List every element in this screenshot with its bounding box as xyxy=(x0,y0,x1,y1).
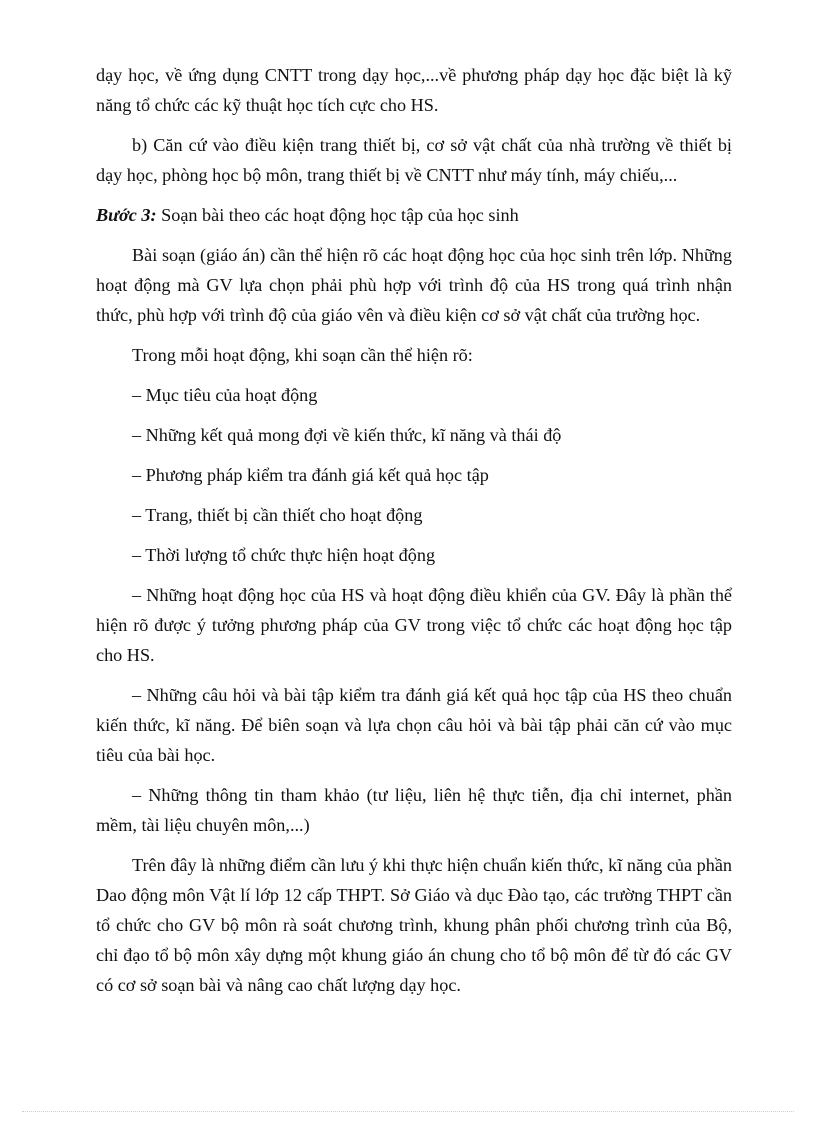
intro-continuation-paragraph: dạy học, về ứng dụng CNTT trong dạy học,...về phương pháp dạy học đặc biệt là kỹ năng tổ chức các kỹ thuật học tích cực cho HS. xyxy=(96,65,732,115)
list-item: – Những thông tin tham khảo (tư liệu, liên hệ thực tiễn, địa chỉ internet, phần mềm, tài liệu chuyên môn,...) xyxy=(96,785,732,835)
step3-heading xyxy=(96,200,732,230)
list-item: – Mục tiêu của hoạt động xyxy=(132,385,318,405)
each-activity-paragraph: Trong mỗi hoạt động, khi soạn cần thể hiện rõ: xyxy=(132,345,473,365)
list-item: – Những hoạt động học của HS và hoạt động điều khiển của GV. Đây là phần thể hiện rõ được ý tưởng phương pháp của GV trong việc tổ chức các hoạt động học tập cho HS. xyxy=(96,585,732,665)
point-b-paragraph: b) Căn cứ vào điều kiện trang thiết bị, cơ sở vật chất của nhà trường về thiết bị dạy học, phòng học bộ môn, trang thiết bị về CNTT như máy tính, máy chiếu,... xyxy=(96,135,732,185)
list-item: – Trang, thiết bị cần thiết cho hoạt động xyxy=(132,505,423,525)
list-item: – Những câu hỏi và bài tập kiểm tra đánh giá kết quả học tập của HS theo chuẩn kiến thức, kĩ năng. Để biên soạn và lựa chọn câu hỏi và bài tập phải căn cứ vào mục tiêu của bài học. xyxy=(96,685,732,765)
lesson-plan-paragraph: Bài soạn (giáo án) cần thể hiện rõ các hoạt động học của học sinh trên lớp. Những hoạt động mà GV lựa chọn phải phù hợp với trình độ của HS trong quá trình nhận thức, phù hợp với trình độ của giáo vên và điều kiện cơ sở vật chất của trường học. xyxy=(96,245,732,325)
step3-text: Soạn bài theo các hoạt động học tập của học sinh xyxy=(156,205,519,225)
conclusion-paragraph: Trên đây là những điểm cần lưu ý khi thực hiện chuẩn kiến thức, kĩ năng của phần Dao động môn Vật lí lớp 12 cấp THPT. Sở Giáo và dục Đào tạo, các trường THPT cần tổ chức cho GV bộ môn rà soát chương trình, khung phân phối chương trình của Bộ, chỉ đạo tổ bộ môn xây dựng một khung giáo án chung cho tổ bộ môn để từ đó các GV có cơ sở soạn bài và nâng cao chất lượng dạy học. xyxy=(96,855,732,995)
page-bottom-divider xyxy=(22,1111,794,1112)
list-item: – Những kết quả mong đợi về kiến thức, kĩ năng và thái độ xyxy=(132,425,562,445)
document-page xyxy=(96,60,732,1010)
step3-label: Bước 3: xyxy=(96,205,157,225)
list-item: – Thời lượng tổ chức thực hiện hoạt động xyxy=(132,545,436,565)
list-item: – Phương pháp kiểm tra đánh giá kết quả học tập xyxy=(132,465,489,485)
